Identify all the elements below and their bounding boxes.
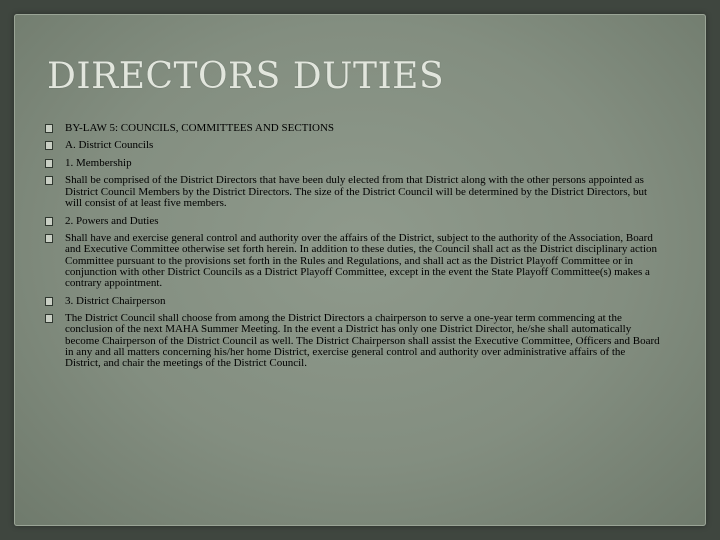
- list-item-text: 1. Membership: [65, 156, 132, 169]
- list-item: [45, 216, 660, 227]
- checkbox-bullet-icon: [45, 141, 53, 150]
- list-item: [45, 296, 660, 307]
- list-item: [45, 158, 660, 169]
- checkbox-bullet-icon: [45, 176, 53, 185]
- list-item-text: Shall be comprised of the District Directors that have been duly elected from that District along with the other persons appointed as District Council Members by the District Directors. The size of the District Council will be determined by the District Directors, but will consist of at least five members.: [65, 174, 648, 210]
- list-item-text: A. District Councils: [65, 139, 154, 152]
- list-item: [45, 140, 660, 151]
- checkbox-bullet-icon: [45, 124, 53, 133]
- list-item: [45, 313, 660, 369]
- list-item-text: The District Council shall choose from among the District Directors a chairperson to serve a one-year term commencing at the conclusion of the next MAHA Summer Meeting. In the event a District has only one District Director, he/she shall automatically become Chairperson of the District Council as well. The District Chairperson shall assist the Executive Committee, Officers and Board in any and all matters concerning his/her home District, exercise general control and authority over administrative affairs of the District, and chair the meetings of the District Council.: [65, 312, 660, 370]
- list-item-text: Shall have and exercise general control and authority over the affairs of the District, subject to the authority of the Association, Board and Executive Committee otherwise set forth herein. In addition to these duties, the Council shall act as the District disciplinary action Committee pursuant to the provisions set forth in the Rules and Regulations, and shall act as the District Playoff Committee or in conjunction with other District Councils as a District Playoff Committee, except in the event the State Playoff Committee(s) makes a contrary appointment.: [65, 232, 658, 290]
- checkbox-bullet-icon: [45, 217, 53, 226]
- page-title: DIRECTORS DUTIES: [47, 56, 445, 97]
- checkbox-bullet-icon: [45, 314, 53, 323]
- checkbox-bullet-icon: [45, 297, 53, 306]
- list-item: [45, 233, 660, 289]
- checkbox-bullet-icon: [45, 159, 53, 168]
- list-item: [45, 175, 660, 209]
- bullet-list: [45, 123, 660, 376]
- list-item-text: 3. District Chairperson: [65, 294, 166, 307]
- checkbox-bullet-icon: [45, 234, 53, 243]
- list-item-text: 2. Powers and Duties: [65, 214, 159, 227]
- list-item: [45, 123, 660, 134]
- list-item-text: BY-LAW 5: COUNCILS, COMMITTEES AND SECTIONS: [65, 122, 335, 134]
